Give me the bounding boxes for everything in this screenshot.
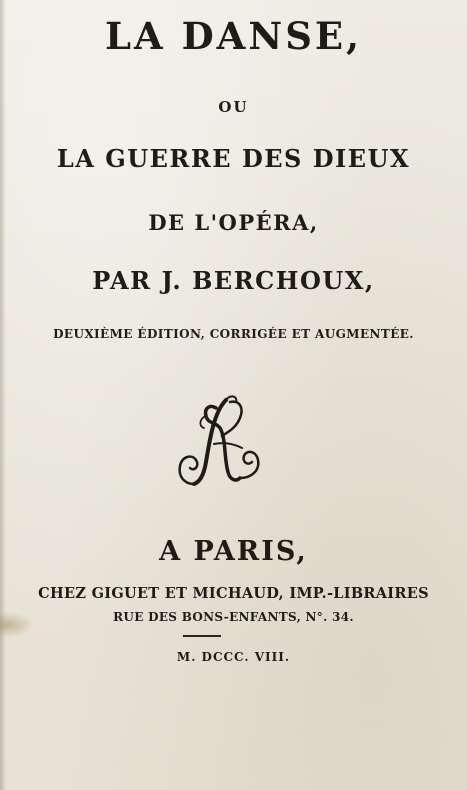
edition-statement: DEUXIÈME ÉDITION, CORRIGÉE ET AUGMENTÉE. xyxy=(53,327,414,341)
imprint-rule xyxy=(183,635,221,637)
author-line: PAR J. BERCHOUX, xyxy=(92,266,375,295)
imprint-publisher: CHEZ GIGUET ET MICHAUD, IMP.-LIBRAIRES xyxy=(38,585,429,602)
imprint-place: A PARIS, xyxy=(159,536,308,567)
title-conjunction: OU xyxy=(218,98,249,116)
monogram-icon xyxy=(170,392,270,492)
imprint-date: M. DCCC. VIII. xyxy=(176,650,291,664)
page-edge-shadow xyxy=(0,0,6,790)
book-title: LA DANSE, xyxy=(104,14,363,58)
imprint-address: RUE DES BONS-ENFANTS, N°. 34. xyxy=(113,610,354,624)
book-subtitle: LA GUERRE DES DIEUX xyxy=(56,144,411,173)
book-subtitle-continued: DE L'OPÉRA, xyxy=(148,210,319,235)
